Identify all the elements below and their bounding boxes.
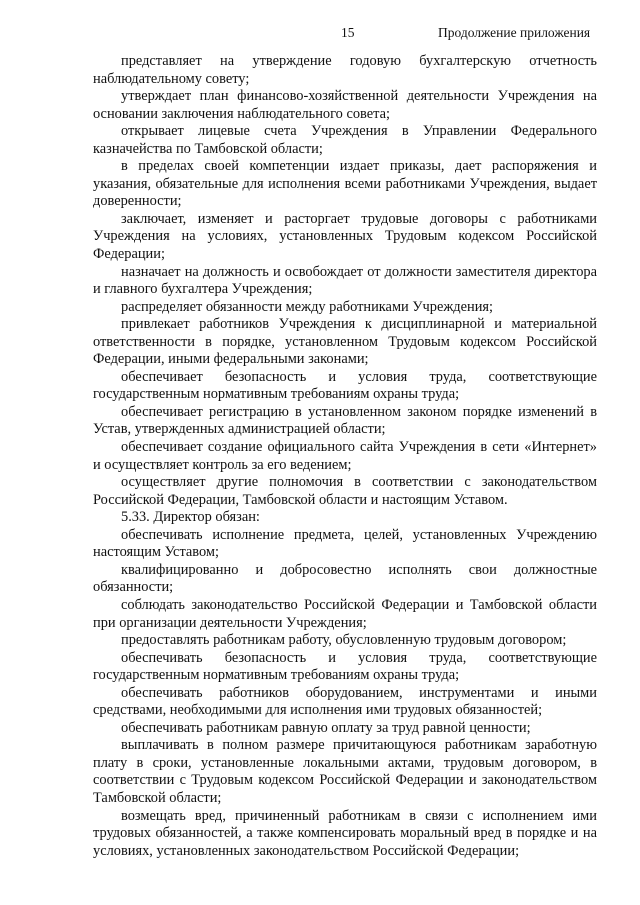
paragraph: привлекает работников Учреждения к дисциплинарной и материальной ответственности в порядке, установленном Трудовым кодексом Российской Федерации, иными федеральными законами; — [93, 316, 597, 368]
paragraph: осуществляет другие полномочия в соответствии с законодательством Российской Федерации, Тамбовской области и настоящим Уставом. — [93, 474, 597, 508]
paragraph: возмещать вред, причиненный работникам в связи с исполнением ими трудовых обязанностей, а также компенсировать моральный вред в порядке и на условиях, установленных законодательством Российской Федерации; — [93, 807, 597, 859]
paragraph: обеспечивать работников оборудованием, инструментами и иными средствами, необходимыми для исполнения ими трудовых обязанностей; — [93, 684, 597, 719]
paragraph: обеспечивать работникам равную оплату за труд равной ценности; — [121, 719, 531, 736]
paragraph: обеспечивает создание официального сайта Учреждения в сети «Интернет» и осуществляет контроль за его ведением; — [93, 439, 597, 473]
page-number: 15 — [341, 25, 355, 40]
section-heading: 5.33. Директор обязан: — [121, 509, 260, 526]
paragraph: обеспечивает безопасность и условия труда, соответствующие государственным нормативным требованиям охраны труда; — [93, 368, 597, 403]
paragraph: утверждает план финансово-хозяйственной деятельности Учреждения на основании заключения наблюдательного совета; — [93, 88, 597, 122]
document-body — [93, 53, 597, 860]
paragraph: распределяет обязанности между работниками Учреждения; — [121, 298, 494, 315]
paragraph: предоставлять работникам работу, обусловленную трудовым договором; — [121, 632, 567, 649]
paragraph: соблюдать законодательство Российской Федерации и Тамбовской области при организации деятельности Учреждения; — [93, 596, 597, 631]
paragraph: обеспечивать безопасность и условия труда, соответствующие государственным нормативным требованиям охраны труда; — [93, 649, 597, 684]
paragraph: квалифицированно и добросовестно исполнять свои должностные обязанности; — [93, 561, 597, 596]
paragraph: заключает, изменяет и расторгает трудовые договоры с работниками Учреждения на условиях, установленных Трудовым кодексом Российской Федерации; — [93, 210, 597, 263]
paragraph: открывает лицевые счета Учреждения в Управлении Федерального казначейства по Тамбовской области; — [93, 123, 597, 157]
paragraph: в пределах своей компетенции издает приказы, дает распоряжения и указания, обязательные для исполнения всеми работниками Учреждения, выдает доверенности; — [93, 158, 597, 210]
paragraph: назначает на должность и освобождает от должности заместителя директора и главного бухгалтера Учреждения; — [93, 263, 597, 298]
running-header: Продолжение приложения — [438, 25, 591, 40]
paragraph: выплачивать в полном размере причитающуюся работникам заработную плату в сроки, установленные локальными актами, трудовым договором, в соответствии с Трудовым кодексом Российской Федерации и законодательством Тамбовской области; — [93, 737, 597, 806]
paragraph: представляет на утверждение годовую бухгалтерскую отчетность наблюдательному совету; — [93, 53, 597, 87]
paragraph: обеспечивать исполнение предмета, целей, установленных Учреждению настоящим Уставом; — [93, 526, 597, 561]
paragraph: обеспечивает регистрацию в установленном законом порядке изменений в Устав, утвержденных администрацией области; — [93, 403, 597, 438]
